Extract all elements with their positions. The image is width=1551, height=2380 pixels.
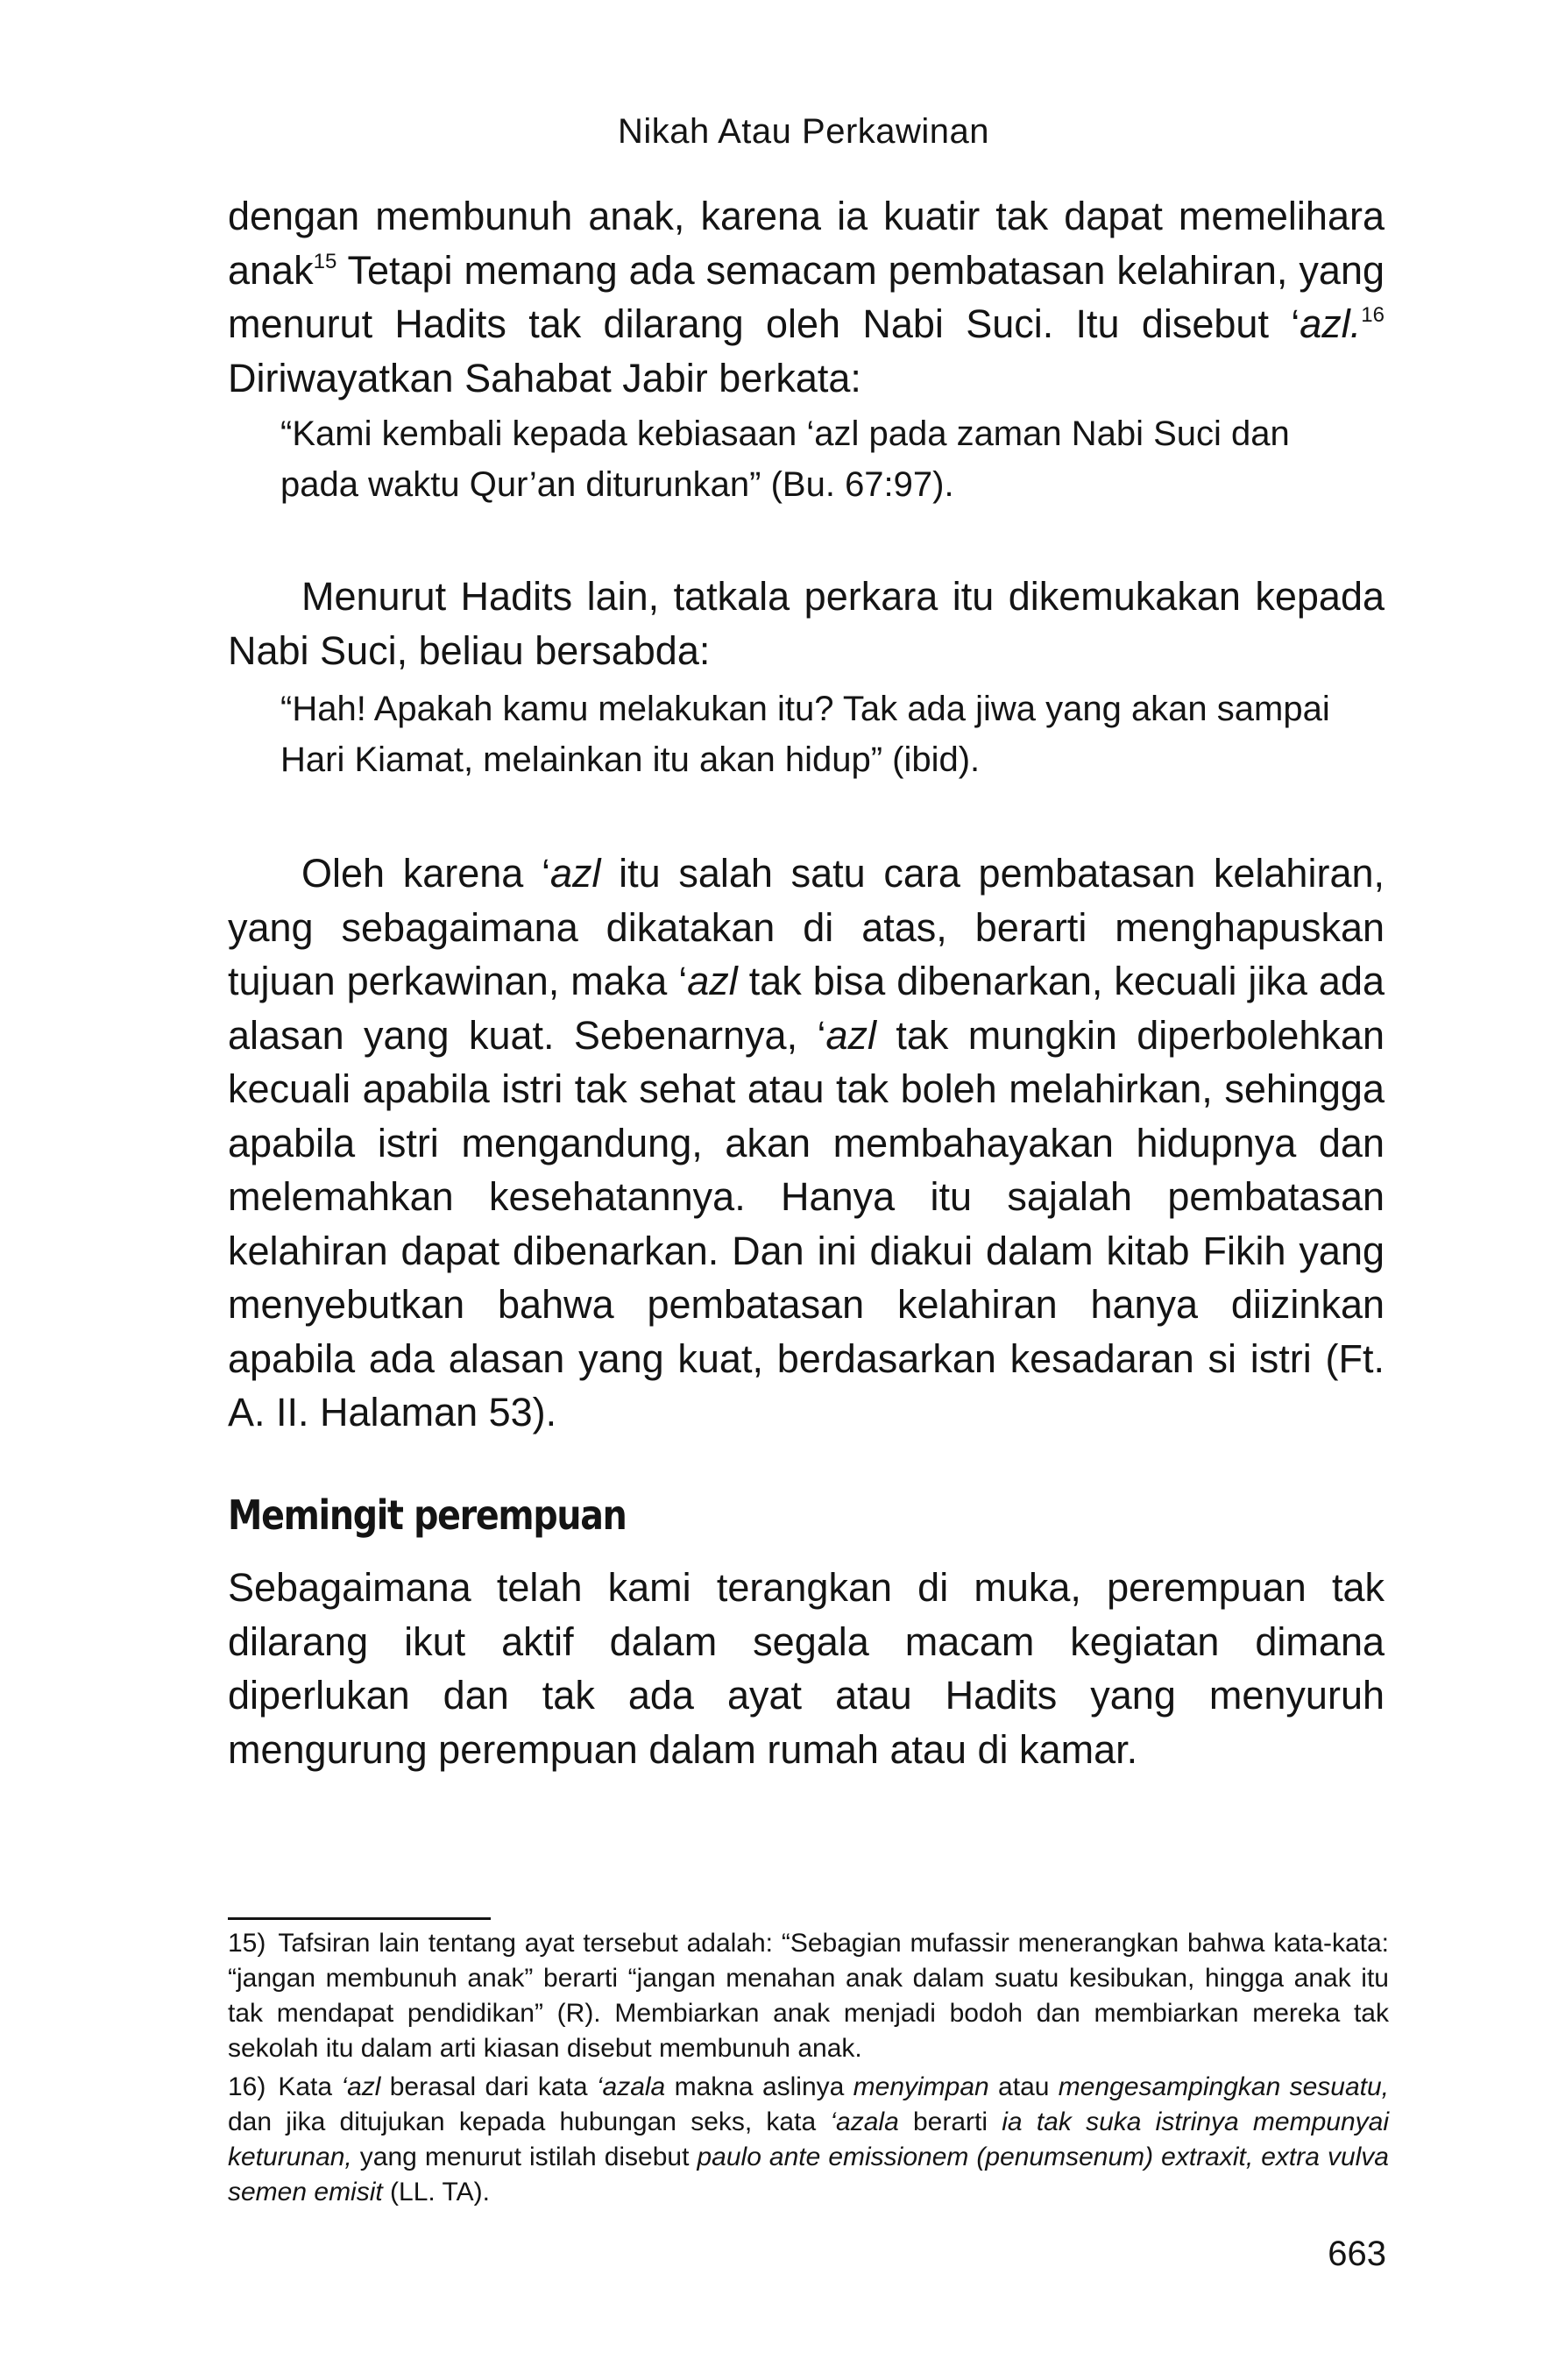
p4-text: Sebagaimana telah kami terangkan di muka, perempuan tak dilarang ikut aktif dalam segala macam kegiatan dimana diperlukan dan tak ada ayat atau Hadits yang menyuruh mengurung perempuan dalam rumah atau di kamar. xyxy=(228,1565,1385,1772)
footnote-16-number: 16) xyxy=(228,2072,266,2101)
quote-2 xyxy=(280,684,1376,785)
quote-1-text: “Kami kembali kepada kebiasaan ‘azl pada zaman Nabi Suci dan pada waktu Qur’an diturunkan” (Bu. 67:97). xyxy=(280,414,1290,504)
p1-azl: azl. xyxy=(1300,301,1362,346)
footnote-15-text: Tafsiran lain tentang ayat tersebut adalah: “Sebagian mufassir menerangkan bahwa kata-kata: “jangan membunuh anak” berarti “jangan menahan anak dalam suatu kesibukan, hingga anak itu tak mendapat pendidikan” (R). Membiarkan anak menjadi bodoh dan membiarkan mereka tak sekolah itu dalam arti kiasan disebut membunuh anak. xyxy=(228,1929,1389,2063)
footnote-15-number: 15) xyxy=(228,1929,266,1958)
quote-1 xyxy=(280,408,1376,510)
footnote-16-text-4: atau xyxy=(988,2072,1059,2101)
p3-azl-1: azl xyxy=(549,851,601,896)
paragraph-4 xyxy=(228,1561,1385,1776)
footnote-16-italic-7: paulo ante emissionem (penumsenum) extraxit, extra vulva semen emisit xyxy=(228,2143,1389,2206)
p3-azl-3: azl xyxy=(825,1012,876,1058)
paragraph-2 xyxy=(228,570,1385,677)
p3-text-3: tak bisa dibenarkan, kecuali jika ada alasan yang kuat. Sebenarnya, ‘ xyxy=(228,959,1385,1058)
footnote-16-text-5: dan jika ditujukan kepada hubungan seks, kata xyxy=(228,2107,831,2136)
footnote-ref-16[interactable]: 16 xyxy=(1361,303,1385,327)
p3-text-1: Oleh karena ‘ xyxy=(301,851,550,896)
p3-azl-2: azl xyxy=(687,959,738,1003)
paragraph-1 xyxy=(228,189,1385,405)
footnote-16-text-6: berarti xyxy=(898,2107,1002,2136)
footnote-15 xyxy=(228,1926,1389,2066)
footnote-16-italic-2: ‘azala xyxy=(596,2072,666,2101)
p1-text-1: dengan membunuh anak, karena ia kuatir tak dapat memelihara anak xyxy=(228,194,1385,293)
paragraph-3 xyxy=(228,846,1385,1440)
footnote-16-italic-3: menyimpan xyxy=(853,2072,989,2101)
page-number: 663 xyxy=(1328,2235,1386,2273)
footnote-16-italic-6: ia tak suka istrinya mempunyai keturunan, xyxy=(228,2107,1390,2171)
p1-text-2: Tetapi memang ada semacam pembatasan kelahiran, yang menurut Hadits tak dilarang oleh Nabi Suci. Itu disebut ‘ xyxy=(228,247,1385,346)
footnote-ref-15[interactable]: 15 xyxy=(313,249,337,273)
running-head: Nikah Atau Perkawinan xyxy=(617,112,990,151)
footnote-16-italic-4: mengesampingkan sesuatu, xyxy=(1058,2072,1390,2101)
footnote-16-italic-1: ‘azl xyxy=(341,2072,381,2101)
footnote-16-text-7: yang menurut istilah disebut xyxy=(351,2143,698,2171)
footnote-16-text-8: (LL. TA). xyxy=(382,2178,490,2206)
footnote-divider xyxy=(228,1917,491,1920)
footnote-16 xyxy=(228,2070,1389,2210)
p3-text-4: tak mungkin diperbolehkan kecuali apabila istri tak sehat atau tak boleh melahirkan, sehingga apabila istri mengandung, akan membahayakan hidupnya dan melemahkan kesehatannya. Hanya itu sajalah pembatasan kelahiran dapat dibenarkan. Dan ini diakui dalam kitab Fikih yang menyebutkan bahwa pembatasan kelahiran hanya diizinkan apabila ada alasan yang kuat, berdasarkan kesadaran si istri (Ft. A. II. Halaman 53). xyxy=(228,1012,1385,1434)
p1-text-3: Diriwayatkan Sahabat Jabir berkata: xyxy=(228,355,861,400)
p2-text: Menurut Hadits lain, tatkala perkara itu dikemukakan kepada Nabi Suci, beliau bersabda: xyxy=(228,574,1385,673)
p3-text-2: itu salah satu cara pembatasan kelahiran, yang sebagaimana dikatakan di atas, berarti menghapuskan tujuan perkawinan, maka ‘ xyxy=(228,851,1385,1003)
quote-2-text: “Hah! Apakah kamu melakukan itu? Tak ada jiwa yang akan sampai Hari Kiamat, melainkan itu akan hidup” (ibid). xyxy=(280,690,1330,779)
footnote-16-text-3: makna aslinya xyxy=(665,2072,853,2101)
footnote-16-text-2: berasal dari kata xyxy=(380,2072,597,2101)
footnote-16-italic-5: ‘azala xyxy=(830,2107,899,2136)
footnote-16-text-1: Kata xyxy=(278,2072,342,2101)
section-heading: Memingit perempuan xyxy=(228,1491,627,1539)
